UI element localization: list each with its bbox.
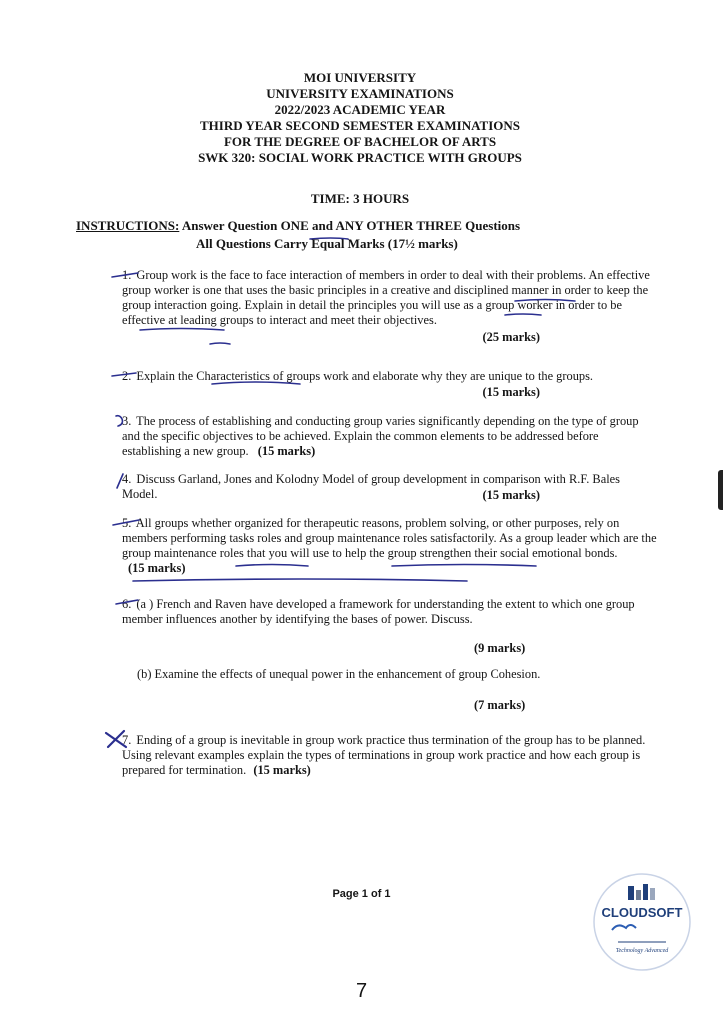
question-marks: (25 marks) — [482, 330, 540, 344]
question-text: Group work is the face to face interaction of members in order to deal with their problems. An effective group worker is one that uses the basic principles in a creative and disciplined manner in order to keep the group interaction going. Explain in detail the principles you will use as a group worker in order to be effective at leading groups to interact and meet their objectives. — [122, 268, 650, 327]
question-6b-marks: (7 marks) — [474, 698, 526, 712]
instructions-line1: Answer Question ONE and ANY OTHER THREE Questions — [181, 218, 521, 233]
exam-header — [100, 70, 620, 166]
question-marks: (15 marks) — [257, 444, 316, 458]
question-number: 6. — [122, 597, 132, 611]
question-7 — [122, 733, 658, 778]
question-text: Ending of a group is inevitable in group work practice thus termination of the group has to be planned. Using relevant examples explain the types of terminations in group work practice and how each group is prepared for termination. — [122, 733, 646, 777]
degree-title: FOR THE DEGREE OF BACHELOR OF ARTS — [223, 134, 497, 149]
exam-title: UNIVERSITY EXAMINATIONS — [266, 86, 454, 101]
question-text: Discuss Garland, Jones and Kolodny Model of group development in comparison with R.F. Bales Model. — [122, 472, 620, 501]
question-number: 1. — [122, 268, 132, 282]
semester-title: THIRD YEAR SECOND SEMESTER EXAMINATIONS — [200, 118, 520, 133]
question-6a-label: (a ) — [136, 597, 154, 611]
page-number: 7 — [355, 980, 368, 1002]
instructions-label: INSTRUCTIONS: — [76, 218, 180, 233]
academic-year: 2022/2023 ACADEMIC YEAR — [274, 102, 446, 117]
question-3 — [122, 414, 658, 459]
question-number: 5. — [122, 516, 132, 530]
question-1 — [122, 268, 658, 344]
question-number: 4. — [122, 472, 132, 486]
question-6b-text: (b) Examine the effects of unequal power in the enhancement of group Cohesion. — [137, 667, 541, 681]
logo-brand: CLOUDSOFT — [601, 905, 683, 920]
logo-tagline: Technology Advanced — [615, 948, 669, 954]
university-name: MOI UNIVERSITY — [303, 70, 417, 85]
question-number: 7. — [122, 733, 132, 747]
exam-time: TIME: 3 HOURS — [310, 191, 410, 206]
question-marks: (15 marks) — [482, 488, 540, 502]
scan-edge-shadow — [718, 470, 723, 510]
question-marks: (15 marks) — [253, 763, 311, 777]
question-4 — [122, 472, 658, 502]
question-text: The process of establishing and conducting group varies significantly depending on the type of group and the specific objectives to be achieved. Explain the common elements to be addressed before establishing a new group. — [122, 414, 639, 458]
cloudsoft-logo — [592, 872, 692, 972]
question-6a-text: French and Raven have developed a framework for understanding the extent to which one group member influences another by identifying the bases of power. Discuss. — [122, 597, 635, 626]
page-footer: Page 1 of 1 — [332, 888, 391, 900]
question-text: Explain the Characteristics of groups work and elaborate why they are unique to the groups. — [136, 369, 594, 383]
question-6a-marks: (9 marks) — [474, 641, 526, 655]
underline-and — [210, 343, 230, 344]
instructions — [76, 217, 520, 253]
question-number: 2. — [122, 369, 132, 383]
course-title: SWK 320: SOCIAL WORK PRACTICE WITH GROUPS — [198, 150, 522, 165]
underline-principles-2 — [140, 329, 224, 331]
question-6 — [122, 597, 658, 627]
question-5 — [122, 516, 658, 576]
question-2 — [122, 369, 658, 399]
underline-social-bonds — [133, 579, 467, 581]
question-marks: (15 marks) — [128, 561, 186, 575]
instructions-line2: All Questions Carry Equal Marks (17½ marks) — [196, 236, 458, 251]
question-number: 3. — [122, 414, 132, 428]
question-6b — [137, 667, 637, 682]
question-text: All groups whether organized for therapeutic reasons, problem solving, or other purposes, rely on members performing tasks roles and group maintenance roles satisfactorily. As a group leader which are the group maintenance roles that you will use to help the group strengthen their social emotional bonds. — [122, 516, 657, 560]
question-marks: (15 marks) — [482, 385, 540, 399]
